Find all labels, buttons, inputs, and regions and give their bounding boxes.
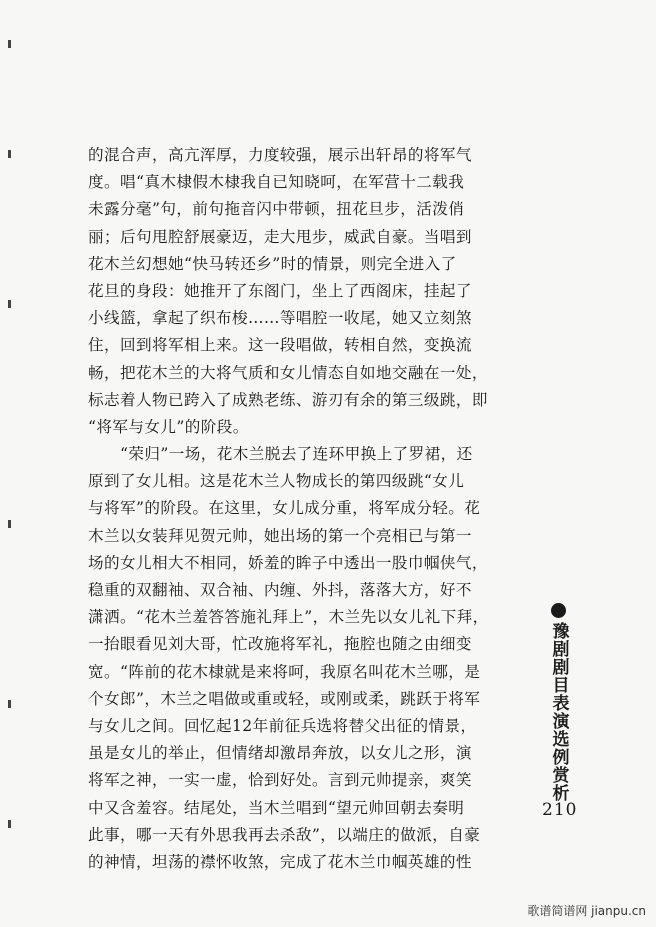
- text-line: 场的女儿相大不相同，娇羞的眸子中透出一股巾帼侠气，: [88, 553, 488, 572]
- text-line: 花旦的身段：她推开了东阁门，坐上了西阁床，挂起了: [88, 281, 472, 300]
- text-line: 标志着人物已跨入了成熟老练、游刃有余的第三级跳，即: [88, 390, 488, 409]
- text-line: 将军之神，一实一虚，恰到好处。言到元帅提亲，爽笑: [88, 771, 472, 790]
- text-line: 原到了女儿相。这是花木兰人物成长的第四级跳“女儿: [88, 472, 465, 491]
- text-line: 一抬眼看见刘大哥，忙改施将军礼，拖腔也随之由细变: [88, 635, 472, 654]
- text-line: 小线篮，拿起了织布梭……等唱腔一收尾，她又立刻煞: [88, 309, 472, 328]
- text-line: 宽。“阵前的花木棣就是来将呵，我原名叫花木兰哪，是: [88, 662, 481, 681]
- section-side-tab: [536, 603, 580, 802]
- text-line: 此事，哪一天有外思我再去杀敌”，以端庄的做派，自豪: [88, 825, 481, 844]
- text-line: 与将军”的阶段。在这里，女儿成分重，将军成分轻。花: [88, 499, 481, 518]
- text-line: 中又含羞容。结尾处，当木兰唱到“望元帅回朝去奏明: [88, 798, 465, 817]
- page-number: 210: [542, 800, 578, 820]
- text-line: 丽；后句甩腔舒展豪迈，走大甩步，威武自豪。当唱到: [88, 227, 472, 246]
- text-line: 畅，把花木兰的大将气质和女儿情态自如地交融在一处，: [88, 363, 488, 382]
- text-line: 花木兰幻想她“快马转还乡”时的情景，则完全进入了: [88, 254, 457, 273]
- text-line: 木兰以女装拜见贺元帅，她出场的第一个亮相已与第一: [88, 526, 472, 545]
- binding-edge: [8, 0, 12, 927]
- page-body: [88, 142, 520, 876]
- watermark: 歌谱简谱网 jianpu.cn: [527, 904, 646, 918]
- paragraph-start-line: “荣归”一场，花木兰脱去了连环甲换上了罗裙，还: [120, 445, 473, 464]
- text-line: “将军与女儿”的阶段。: [88, 417, 249, 436]
- section-label: 豫剧剧目表演选例赏析: [548, 622, 569, 802]
- bullet-dot-icon: [551, 603, 566, 618]
- text-line: 虽是女儿的举止，但情绪却激昂奔放，以女儿之形，演: [88, 744, 472, 763]
- text-line: 稳重的双翻袖、双合袖、内缠、外抖，落落大方，好不: [88, 581, 472, 599]
- text-line: 与女儿之间。回忆起12年前征兵选将替父出征的情景，: [88, 716, 477, 735]
- text-line: 个女郎”，木兰之唱做或重或轻，或刚或柔，跳跃于将军: [88, 689, 481, 708]
- text-line: 潇洒。“花木兰羞答答施礼拜上”，木兰先以女儿礼下拜，: [88, 608, 489, 627]
- text-line: 度。唱“真木棣假木棣我自已知晓呵，在军营十二载我: [88, 173, 465, 192]
- text-line: 的混合声，高亢浑厚，力度较强，展示出轩昂的将军气: [88, 146, 472, 164]
- text-line: 未露分毫”句，前句拖音闪中带顿，扭花旦步，活泼俏: [88, 200, 465, 219]
- text-line: 的神情，坦荡的襟怀收煞，完成了花木兰巾帼英雄的性: [88, 852, 472, 871]
- text-line: 住，回到将军相上来。这一段唱做，转相自然，变换流: [88, 336, 472, 355]
